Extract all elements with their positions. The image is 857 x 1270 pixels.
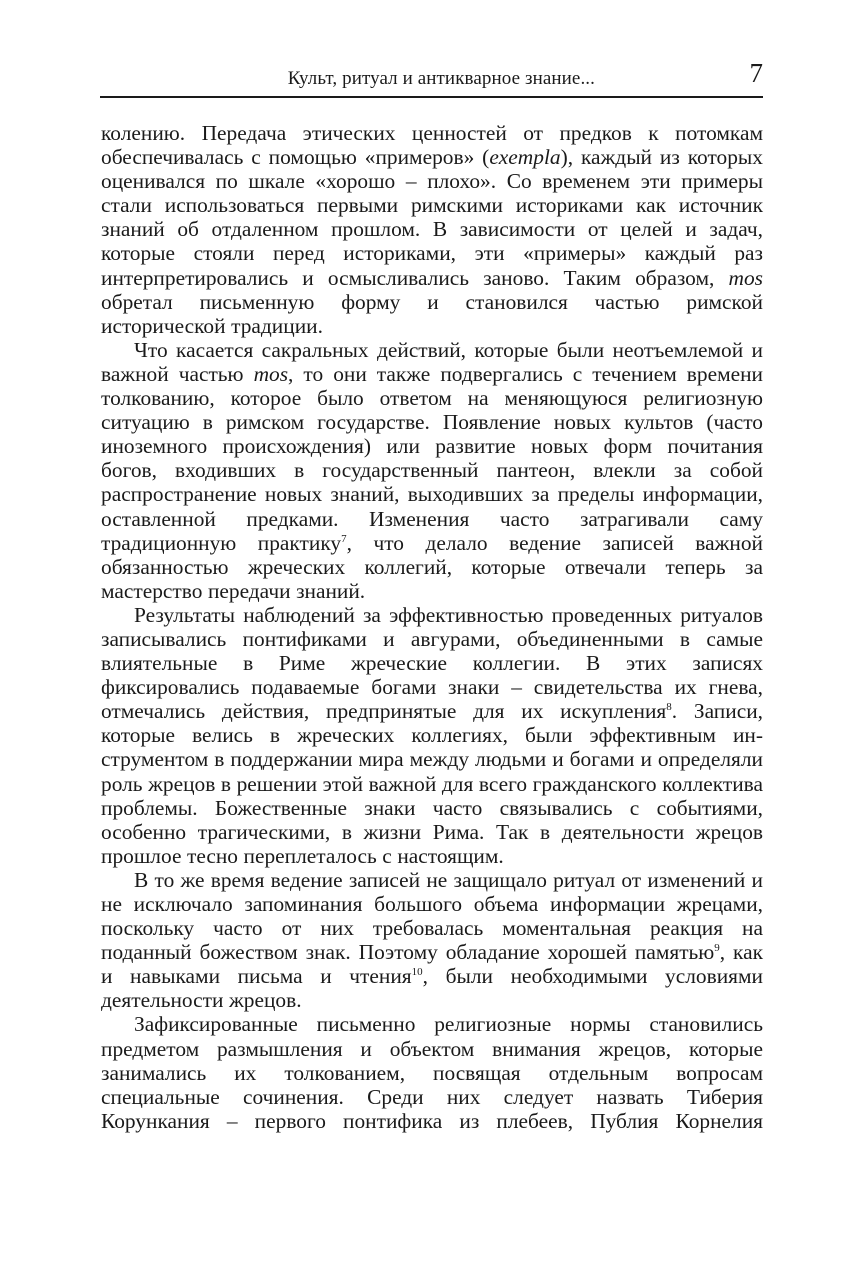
running-title: Культ, ритуал и антикварное знание...	[287, 68, 595, 89]
running-header	[100, 58, 763, 98]
paragraph-4: В то же время ведение записей не защищало ритуал от изменений и не исключало запоминания большого объема информации жрецами, поскольку часто от них требовалась моментальная реакция на поданный божеством знак. Поэтому обладание хорошей памятью$^9$, как и навыками письма и чтения$^{10}$, были необходимыми условиями деятельности жрецов.	[101, 867, 764, 1013]
paragraph-2: Что касается сакральных действий, которые были неотъемлемой и важной частью mos, то они также подвергались с течением времени толкованию, которое было ответом на меняющуюся религиозную ситуацию в римском государстве. Появление новых культов (часто иноземного происхождения) или развитие новых форм почитания богов, входивших в государственный пантеон, влекли за собой распространение новых знаний, выходивших за пределы информации, оставленной предками. Изменения часто затрагивали саму традиционную практику$^7$, что делало ведение записей важной обязанностью жреческих коллегий, которые отвечали теперь за мастерство передачи знаний.	[101, 337, 763, 603]
page-number: 7	[749, 58, 763, 88]
paragraph-3: Результаты наблюдений за эффективностью проведенных ритуалов записывались понтификами и авгурами, объединенными в самые влиятельные в Риме жреческие коллегии. В этих записях фиксировались подаваемые богами знаки – свидетельства их гнева, отмечались действия, предпринятые для их искупления$^8$. Записи, которые велись в жреческих коллегиях, были эффективным инструментом в поддержании мира между людьми и богами и определяли роль жрецов в решении этой важной для всего гражданского коллектива проблемы. Божественные знаки часто связывались с событиями, особенно трагическими, в жизни Рима. Так в деятельности жрецов прошлое тесно переплеталось с настоящим.	[101, 602, 763, 868]
paragraph-1: колению. Передача этических ценностей от предков к потомкам обеспечивалась с помощью «примеров» (exempla), каждый из которых оценивался по шкале «хорошо – плохо». Со временем эти примеры стали использоваться первыми римскими историками как источник знаний об отдаленном прошлом. В зависимости от целей и задач, которые стояли перед историками, эти «примеры» каждый раз интерпретировались и осмысливались заново. Таким образом, mos обретал письменную форму и становился частью римской исторической традиции.	[101, 121, 763, 338]
body-text	[101, 121, 763, 1133]
paragraph-5: Зафиксированные письменно религиозные нормы становились предметом размышления и объектом внимания жрецов, которые занимались их толкованием, посвящая отдельным вопросам специальные сочинения. Среди них следует назвать Тиберия Корункания – первого понтифика из плебеев, Публия Корнелия	[101, 1012, 763, 1133]
